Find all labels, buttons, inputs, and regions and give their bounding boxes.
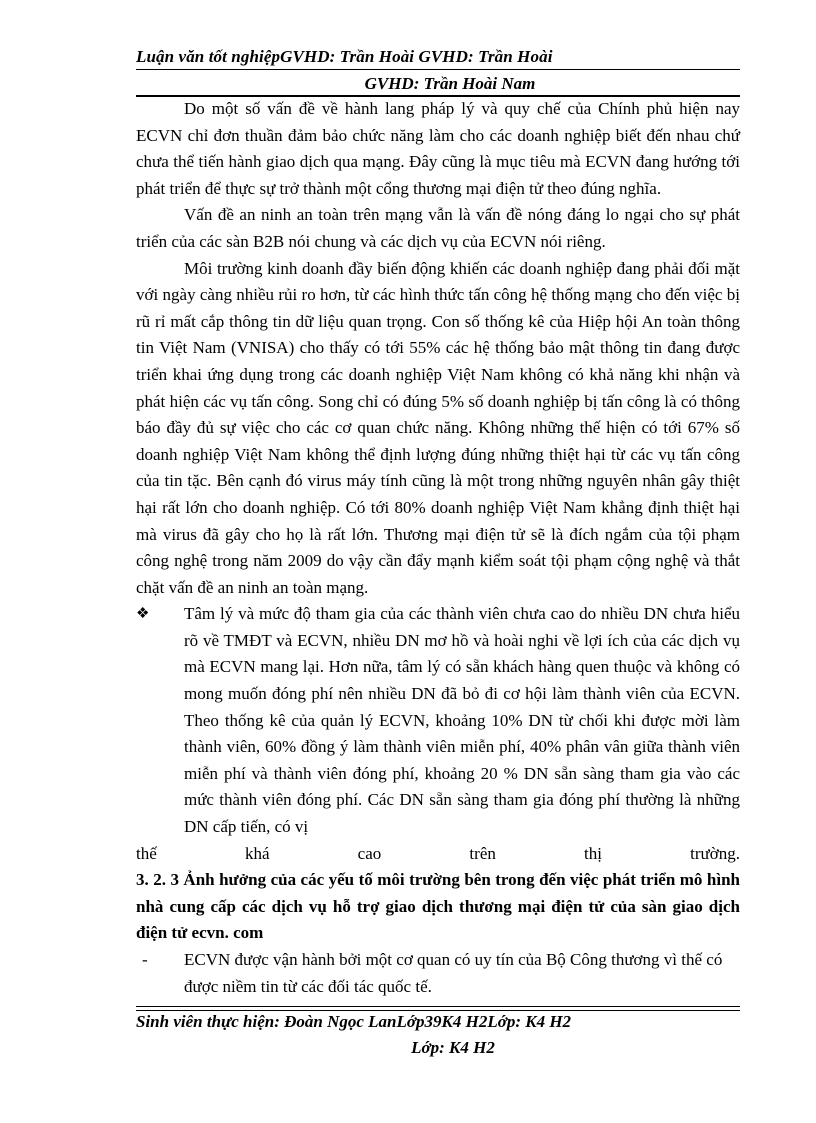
page-footer [136,1012,740,1058]
header-rule-top [136,69,740,70]
footer-student: Sinh viên thực hiện: Đoàn Ngọc LanLớp39K4 H2Lớp: K4 H2 [136,1012,572,1031]
dash-text: ECVN được vận hành bởi một cơ quan có uy tín của Bộ Công thương vì thế có được niềm tin từ các đối tác quốc tế. [184,950,723,996]
diamond-bullet-icon: ❖ [136,606,150,623]
paragraph-environment: Môi trường kinh doanh đầy biến động khiến các doanh nghiệp đang phải đối mặt với ngày càng nhiều rủi ro hơn, từ các hình thức tấn công hệ thống mạng cho đến việc bị rũ rỉ mất cắp thông tin dữ liệu quan trọng. Con số thống kê của Hiệp hội An toàn thông tin Việt Nam (VNISA) cho thấy có tới 55% các hệ thống bảo mật thông tin đang được triển khai ứng dụng trong các doanh nghiệp Việt Nam không có khả năng khi nhận và phát hiện các vụ tấn công. Song chỉ có đúng 5% số doanh nghiệp bị tấn công là có thông báo đầy đủ sự việc cho các cơ quan chức năng. Không những thế hiện có tới 67% số doanh nghiệp Việt Nam không thể định lượng đúng những thiệt hại từ các vụ tấn công của tin tặc. Bên cạnh đó virus máy tính cũng là một trong những nguyên nhân gây thiệt hại rất lớn cho doanh nghiệp. Có tới 80% doanh nghiệp Việt Nam khẳng định thiệt hại mà virus đã gây cho họ là rất lớn. Thương mại điện tử sẽ là đích ngắm của tội phạm công nghệ trong năm 2009 do vậy cần đẩy mạnh kiểm soát tội phạm cộng nghệ và thắt chặt vấn đề an ninh an toàn mạng. [136,258,740,597]
page-body [136,96,740,1000]
section-heading: 3. 2. 3 Ảnh hưởng của các yếu tố môi trường bên trong đến việc phát triển mô hình nhà cung cấp các dịch vụ hỗ trợ giao dịch thương mại điện tử của sàn giao dịch điện tử ecvn. com [136,870,740,943]
page-header [136,47,740,94]
dash-mark: - [142,950,148,969]
paragraph-security: Vấn đề an ninh an toàn trên mạng vẫn là vấn đề nóng đáng lo ngại cho sự phát triển của các sàn B2B nói chung và các dịch vụ của ECVN nói riêng. [136,205,740,251]
footer-class: Lớp: K4 H2 [411,1038,495,1057]
header-advisor: GVHD: Trần Hoài Nam [364,74,536,93]
bullet-last-line: thế khá cao trên thị trường. [136,843,740,863]
footer-rule-top [136,1006,740,1007]
bullet-item [136,601,740,840]
dash-item [136,947,740,1000]
footer-rule-bottom [136,1010,740,1011]
header-title: Luận văn tốt nghiệpGVHD: Trần Hoài GVHD: Trần Hoài [136,47,553,66]
bullet-text: Tâm lý và mức độ tham gia của các thành viên chưa cao do nhiều DN chưa hiểu rõ về TMĐT và ECVN, nhiều DN mơ hồ và hoài nghi về lợi ích của các dịch vụ mà ECVN mang lại. Hơn nữa, tâm lý có sẵn khách hàng quen thuộc và không có mong muốn đóng phí nên nhiều DN đã bỏ đi cơ hội làm thành viên của ECVN. Theo thống kê của quản lý ECVN, khoảng 10% DN từ chối khi được mời làm thành viên, 60% đồng ý làm thành viên miễn phí, 40% phân vân giữa thành viên miễn phí và thành viên đóng phí, khoảng 20 % DN sẵn sàng tham gia vào các mức thành viên đóng phí. Các DN sẵn sàng tham gia đóng phí thường là những DN cấp tiến, có vị [184,604,740,837]
paragraph-legal: Do một số vấn đề về hành lang pháp lý và quy chế của Chính phủ hiện nay ECVN chỉ đơn thuần đảm bảo chức năng làm cho các doanh nghiệp biết đến nhau chứ chưa thể tiến hành giao dịch qua mạng. Đây cũng là mục tiêu mà ECVN đang hướng tới phát triển để thực sự trở thành một cổng thương mại điện tử theo đúng nghĩa. [136,99,740,198]
